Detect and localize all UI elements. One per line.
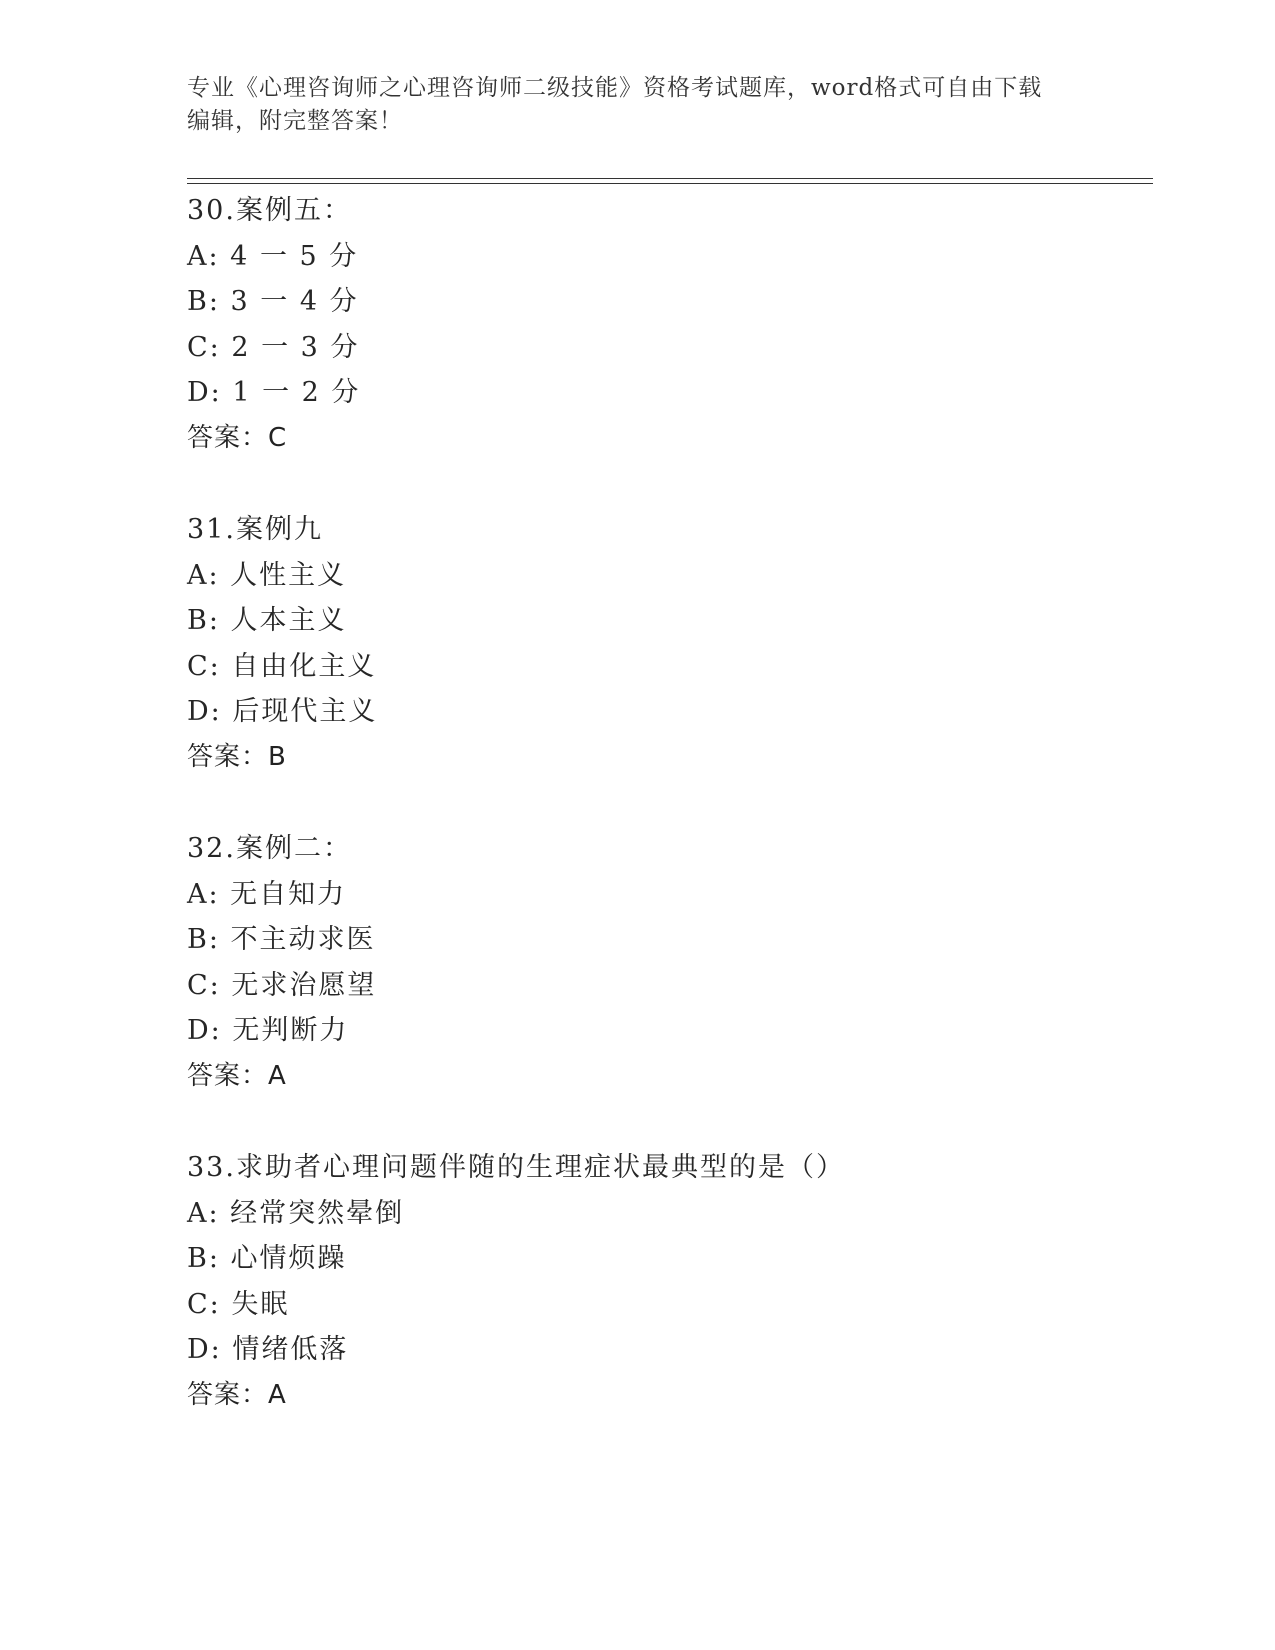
option-d: D: 后现代主义 <box>187 696 378 728</box>
question-stem: 32.案例二： <box>187 833 352 864</box>
option-b: B: 人本主义 <box>187 605 347 637</box>
option-b: B: 心情烦躁 <box>187 1243 347 1275</box>
answer-text: 答案：A <box>187 1060 287 1091</box>
header-line-1: 专业《心理咨询师之心理咨询师二级技能》资格考试题库，word格式可自由下载 <box>187 75 1043 101</box>
option-c: C: 自由化主义 <box>187 650 377 682</box>
option-b: B: 3 一 4 分 <box>187 286 359 318</box>
option-a: A: 无自知力 <box>187 878 347 910</box>
answer-text: 答案：C <box>187 422 288 453</box>
option-c: C: 2 一 3 分 <box>187 331 360 363</box>
header-line-2: 编辑，附完整答案！ <box>187 108 403 134</box>
question-30 <box>187 188 1147 462</box>
question-32 <box>187 826 1147 1100</box>
question-31 <box>187 507 1147 781</box>
option-b: B: 不主动求医 <box>187 924 376 956</box>
answer-text: 答案：A <box>187 1379 287 1410</box>
option-a: A: 经常突然晕倒 <box>187 1197 405 1229</box>
question-33 <box>187 1145 1147 1419</box>
answer-text: 答案：B <box>187 741 287 772</box>
option-a: A: 人性主义 <box>187 559 347 591</box>
question-stem: 33.求助者心理问题伴随的生理症状最典型的是（） <box>187 1152 845 1183</box>
question-stem: 31.案例九 <box>187 514 323 545</box>
header-divider-top <box>187 178 1153 179</box>
option-c: C: 无求治愿望 <box>187 969 377 1001</box>
option-a: A: 4 一 5 分 <box>187 240 359 272</box>
option-d: D: 1 一 2 分 <box>187 377 361 409</box>
option-c: C: 失眠 <box>187 1288 290 1320</box>
header-divider-bottom <box>187 183 1153 184</box>
option-d: D: 情绪低落 <box>187 1334 349 1366</box>
option-d: D: 无判断力 <box>187 1015 349 1047</box>
question-stem: 30.案例五： <box>187 195 352 226</box>
document-header <box>187 72 1067 138</box>
